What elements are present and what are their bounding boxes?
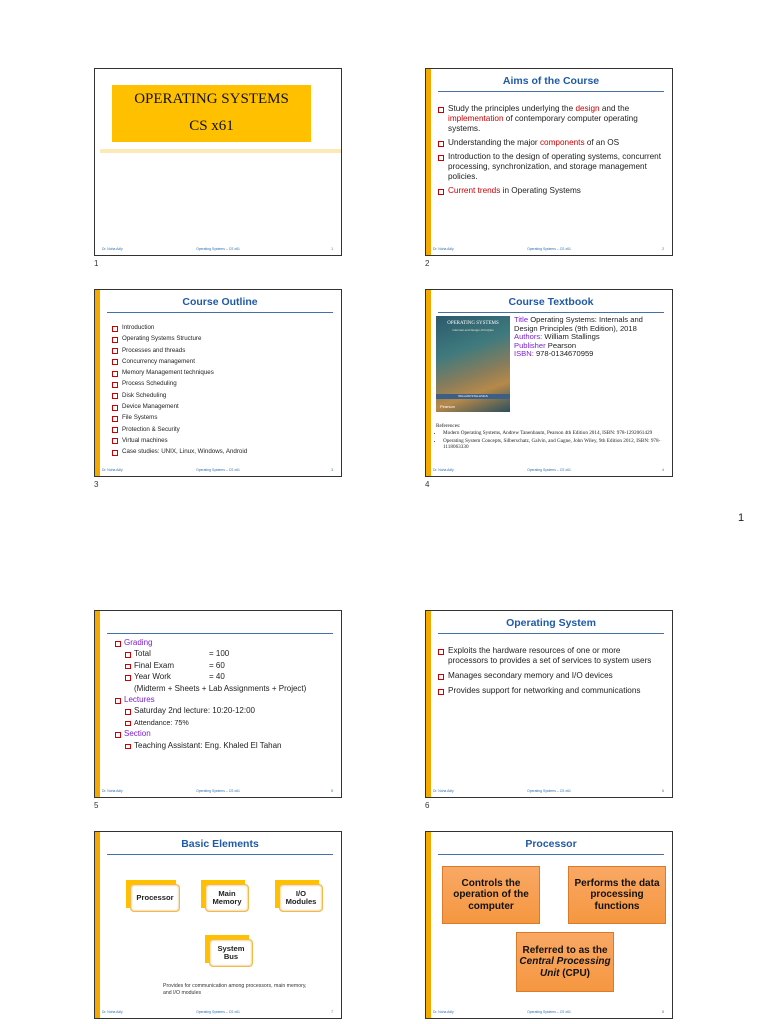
slide-title: Course Outline [182,296,258,308]
bullet-list [438,646,658,701]
slide-8 [425,831,673,1019]
title-rule [107,854,333,855]
slide-number: 2 [425,259,430,268]
title-rule [438,312,664,313]
system-bus-block: System Bus [205,935,249,963]
processor-block: Processor [126,880,176,908]
slide-4 [425,289,673,477]
slide-title: Operating System [506,617,596,629]
list-item: Process Scheduling [112,378,333,389]
slide-number: 5 [94,801,99,810]
slide-footer: Dr. Noha Adly Operating Systems – CS x61 4 [433,468,664,472]
slide-title: Course Textbook [508,296,594,308]
list-item: Protection & Security [112,424,333,435]
title-rule [438,633,664,634]
title-rule [438,91,664,92]
list-item: Introduction [112,322,333,333]
accent-bar [95,290,100,476]
book-cover-image: OPERATING SYSTEMS Internals and Design Principles WILLIAM STALLINGS Pearson [436,316,510,412]
slide-number: 1 [94,259,99,268]
io-modules-block: I/O Modules [275,880,319,908]
list-item: Processes and threads [112,345,333,356]
list-item: Memory Management techniques [112,367,333,378]
list-item: Concurrency management [112,356,333,367]
slide-5 [94,610,342,798]
list-item: Introduction to the design of operating systems, concurrent processing, synchronization, and storage management policies. [438,152,662,182]
bus-caption: Provides for communication among processors, main memory, and I/O modules [163,983,307,996]
slide-2 [425,68,673,256]
list-item: Provides support for networking and communications [438,686,658,696]
slide-footer: Dr. Noha Adly Operating Systems – CS x61 5 [102,789,333,793]
slide-1 [94,68,342,256]
slide-title: OPERATING SYSTEMS [134,91,289,107]
list-item: File Systems [112,412,333,423]
list-item: Exploits the hardware resources of one or more processors to provides a set of services to system users [438,646,658,666]
list-item: Study the principles underlying the design and the implementation of contemporary computer operating systems. [438,104,662,134]
accent-bar [426,69,431,255]
references: References: • Modern Operating Systems, Andrew Tanenbaum, Pearson 4th Edition 2014, ISBN: 978-1292061429 • Operating System Concepts, Silberschatz, Galvin, and Gagne, John Wiley, 9th Edition 2012, ISBN: 978-1118063330 [436,423,664,452]
slide-7 [94,831,342,1019]
page-number: 1 [738,512,745,524]
slide-footer: Dr. Noha Adly Operating Systems – CS x61 6 [433,789,664,793]
list-item: Manages secondary memory and I/O devices [438,671,658,681]
title-rule [107,312,333,313]
slide-number: 6 [425,801,430,810]
title-rule [438,854,664,855]
slide-number: 3 [94,480,99,489]
outline-list [112,322,333,458]
control-box: Controls the operation of the computer [442,866,540,924]
list-item: Device Management [112,401,333,412]
textbook-info: Title Operating Systems: Internals and Design Principles (9th Edition), 2018 Authors: William Stallings Publisher Pearson ISBN: 978-0134670959 [514,315,643,359]
slide-number: 4 [425,480,430,489]
accent-bar [426,611,431,797]
list-item: • Modern Operating Systems, Andrew Tanenbaum, Pearson 4th Edition 2014, ISBN: 978-1292061429 [443,430,664,436]
data-processing-box: Performs the data processing functions [568,866,666,924]
accent-bar [95,611,100,797]
list-item: Case studies: UNIX, Linux, Windows, Android [112,446,333,457]
list-item: Operating Systems Structure [112,333,333,344]
slide-6 [425,610,673,798]
accent-bar [95,832,100,1018]
list-item: • Operating System Concepts, Silberschatz, Galvin, and Gagne, John Wiley, 9th Edition 2012, ISBN: 978-1118063330 [443,438,664,450]
slide-footer: Dr. Noha Adly Operating Systems – CS x61 2 [433,247,664,251]
accent-bar [426,832,431,1018]
slide-subtitle: CS x61 [189,118,234,134]
slide-footer: Dr. Noha Adly Operating Systems – CS x61 3 [102,468,333,472]
divider [100,149,341,153]
slide-title: Basic Elements [181,838,259,850]
slide-footer: Dr. Noha Adly Operating Systems – CS x61 8 [433,1010,664,1014]
title-rule [107,633,333,634]
list-item: Disk Scheduling [112,390,333,401]
main-memory-block: Main Memory [201,880,245,908]
slide-3 [94,289,342,477]
course-info: Grading Total = 100 Final Exam = 60 Year Work = 40 (Midterm + Sheets + Lab Assignments + Project) Lectures Saturday 2nd lecture: 10:20-12:00 Attendance: 75% Section Teaching Assistant: Eng. Khaled El Tahan [115,637,333,751]
cpu-box: Referred to as the Central Processing Unit (CPU) [516,932,614,992]
bullet-list [438,104,662,200]
slide-footer: Dr. Noha Adly Operating Systems – CS x61 1 [102,247,333,251]
slide-title: Processor [525,838,577,850]
list-item: Virtual machines [112,435,333,446]
list-item: Current trends in Operating Systems [438,186,662,196]
slide-footer: Dr. Noha Adly Operating Systems – CS x61 7 [102,1010,333,1014]
accent-bar [426,290,431,476]
list-item: Understanding the major components of an OS [438,138,662,148]
slide-title: Aims of the Course [502,75,600,87]
title-box [112,85,311,142]
